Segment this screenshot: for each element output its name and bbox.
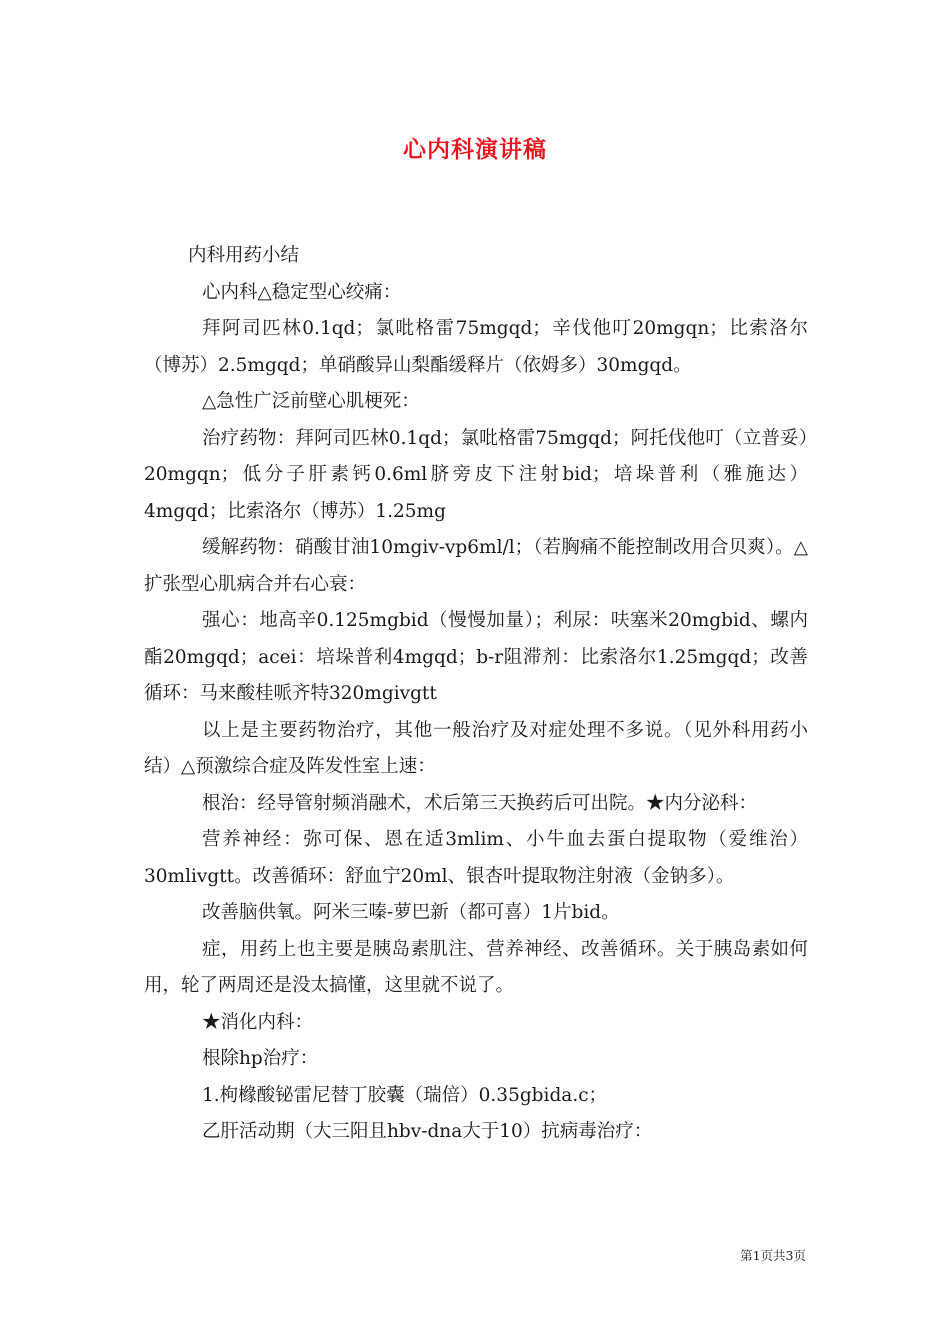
paragraph: 治疗药物：拜阿司匹林0.1qd；氯吡格雷75mgqd；阿托伐他叮（立普妥）20mgqn；低分子肝素钙0.6ml脐旁皮下注射bid；培垛普利（雅施达）4mgqd；比索洛尔（博苏）1.25mg [144, 427, 808, 522]
paragraph: 营养神经：弥可保、恩在适3mlim、小牛血去蛋白提取物（爱维治）30mlivgtt。改善循环：舒血宁20ml、银杏叶提取物注射液（金钠多）。 [144, 829, 808, 887]
paragraph: ★消化内科： [202, 1011, 314, 1033]
paragraph: 根治：经导管射频消融术，术后第三天换药后可出院。★内分泌科： [202, 792, 758, 814]
paragraph: 1.枸橼酸铋雷尼替丁胶囊（瑞倍）0.35gbida.c； [202, 1084, 608, 1106]
paragraph: 拜阿司匹林0.1qd；氯吡格雷75mgqd；辛伐他叮20mgqn；比索洛尔（博苏）2.5mgqd；单硝酸异山梨酯缓释片（依姆多）30mgqd。 [144, 318, 808, 376]
page-number-footer: 第1页共3页 [740, 1248, 806, 1263]
paragraph: 症，用药上也主要是胰岛素肌注、营养神经、改善循环。关于胰岛素如何用，轮了两周还是没太搞懂，这里就不说了。 [144, 938, 808, 996]
document-body [144, 238, 808, 1151]
paragraph: △急性广泛前壁心肌梗死： [202, 391, 420, 412]
paragraph-section-heading: 内科用药小结 [188, 245, 300, 266]
paragraph: 强心：地高辛0.125mgbid（慢慢加量）；利尿：呋塞米20mgbid、螺内酯20mgqd；acei：培垛普利4mgqd；b-r阻滞剂：比索洛尔1.25mgqd；改善循环：马来酸桂哌齐特320mgivgtt [144, 610, 808, 704]
paragraph: 乙肝活动期（大三阳且hbv-dna大于10）抗病毒治疗： [202, 1121, 653, 1142]
paragraph: 根除hp治疗： [202, 1048, 319, 1069]
paragraph: 以上是主要药物治疗，其他一般治疗及对症处理不多说。（见外科用药小结）△预激综合症及阵发性室上速： [144, 719, 808, 777]
paragraph: 缓解药物：硝酸甘油10mgiv-vp6ml/l；（若胸痛不能控制改用合贝爽）。△扩张型心肌病合并右心衰： [144, 537, 808, 595]
paragraph: 改善脑供氧。阿米三嗪-萝巴新（都可喜）1片bid。 [202, 902, 620, 923]
document-title: 心内科演讲稿 [403, 136, 547, 163]
paragraph: 心内科△稳定型心绞痛： [202, 281, 402, 303]
